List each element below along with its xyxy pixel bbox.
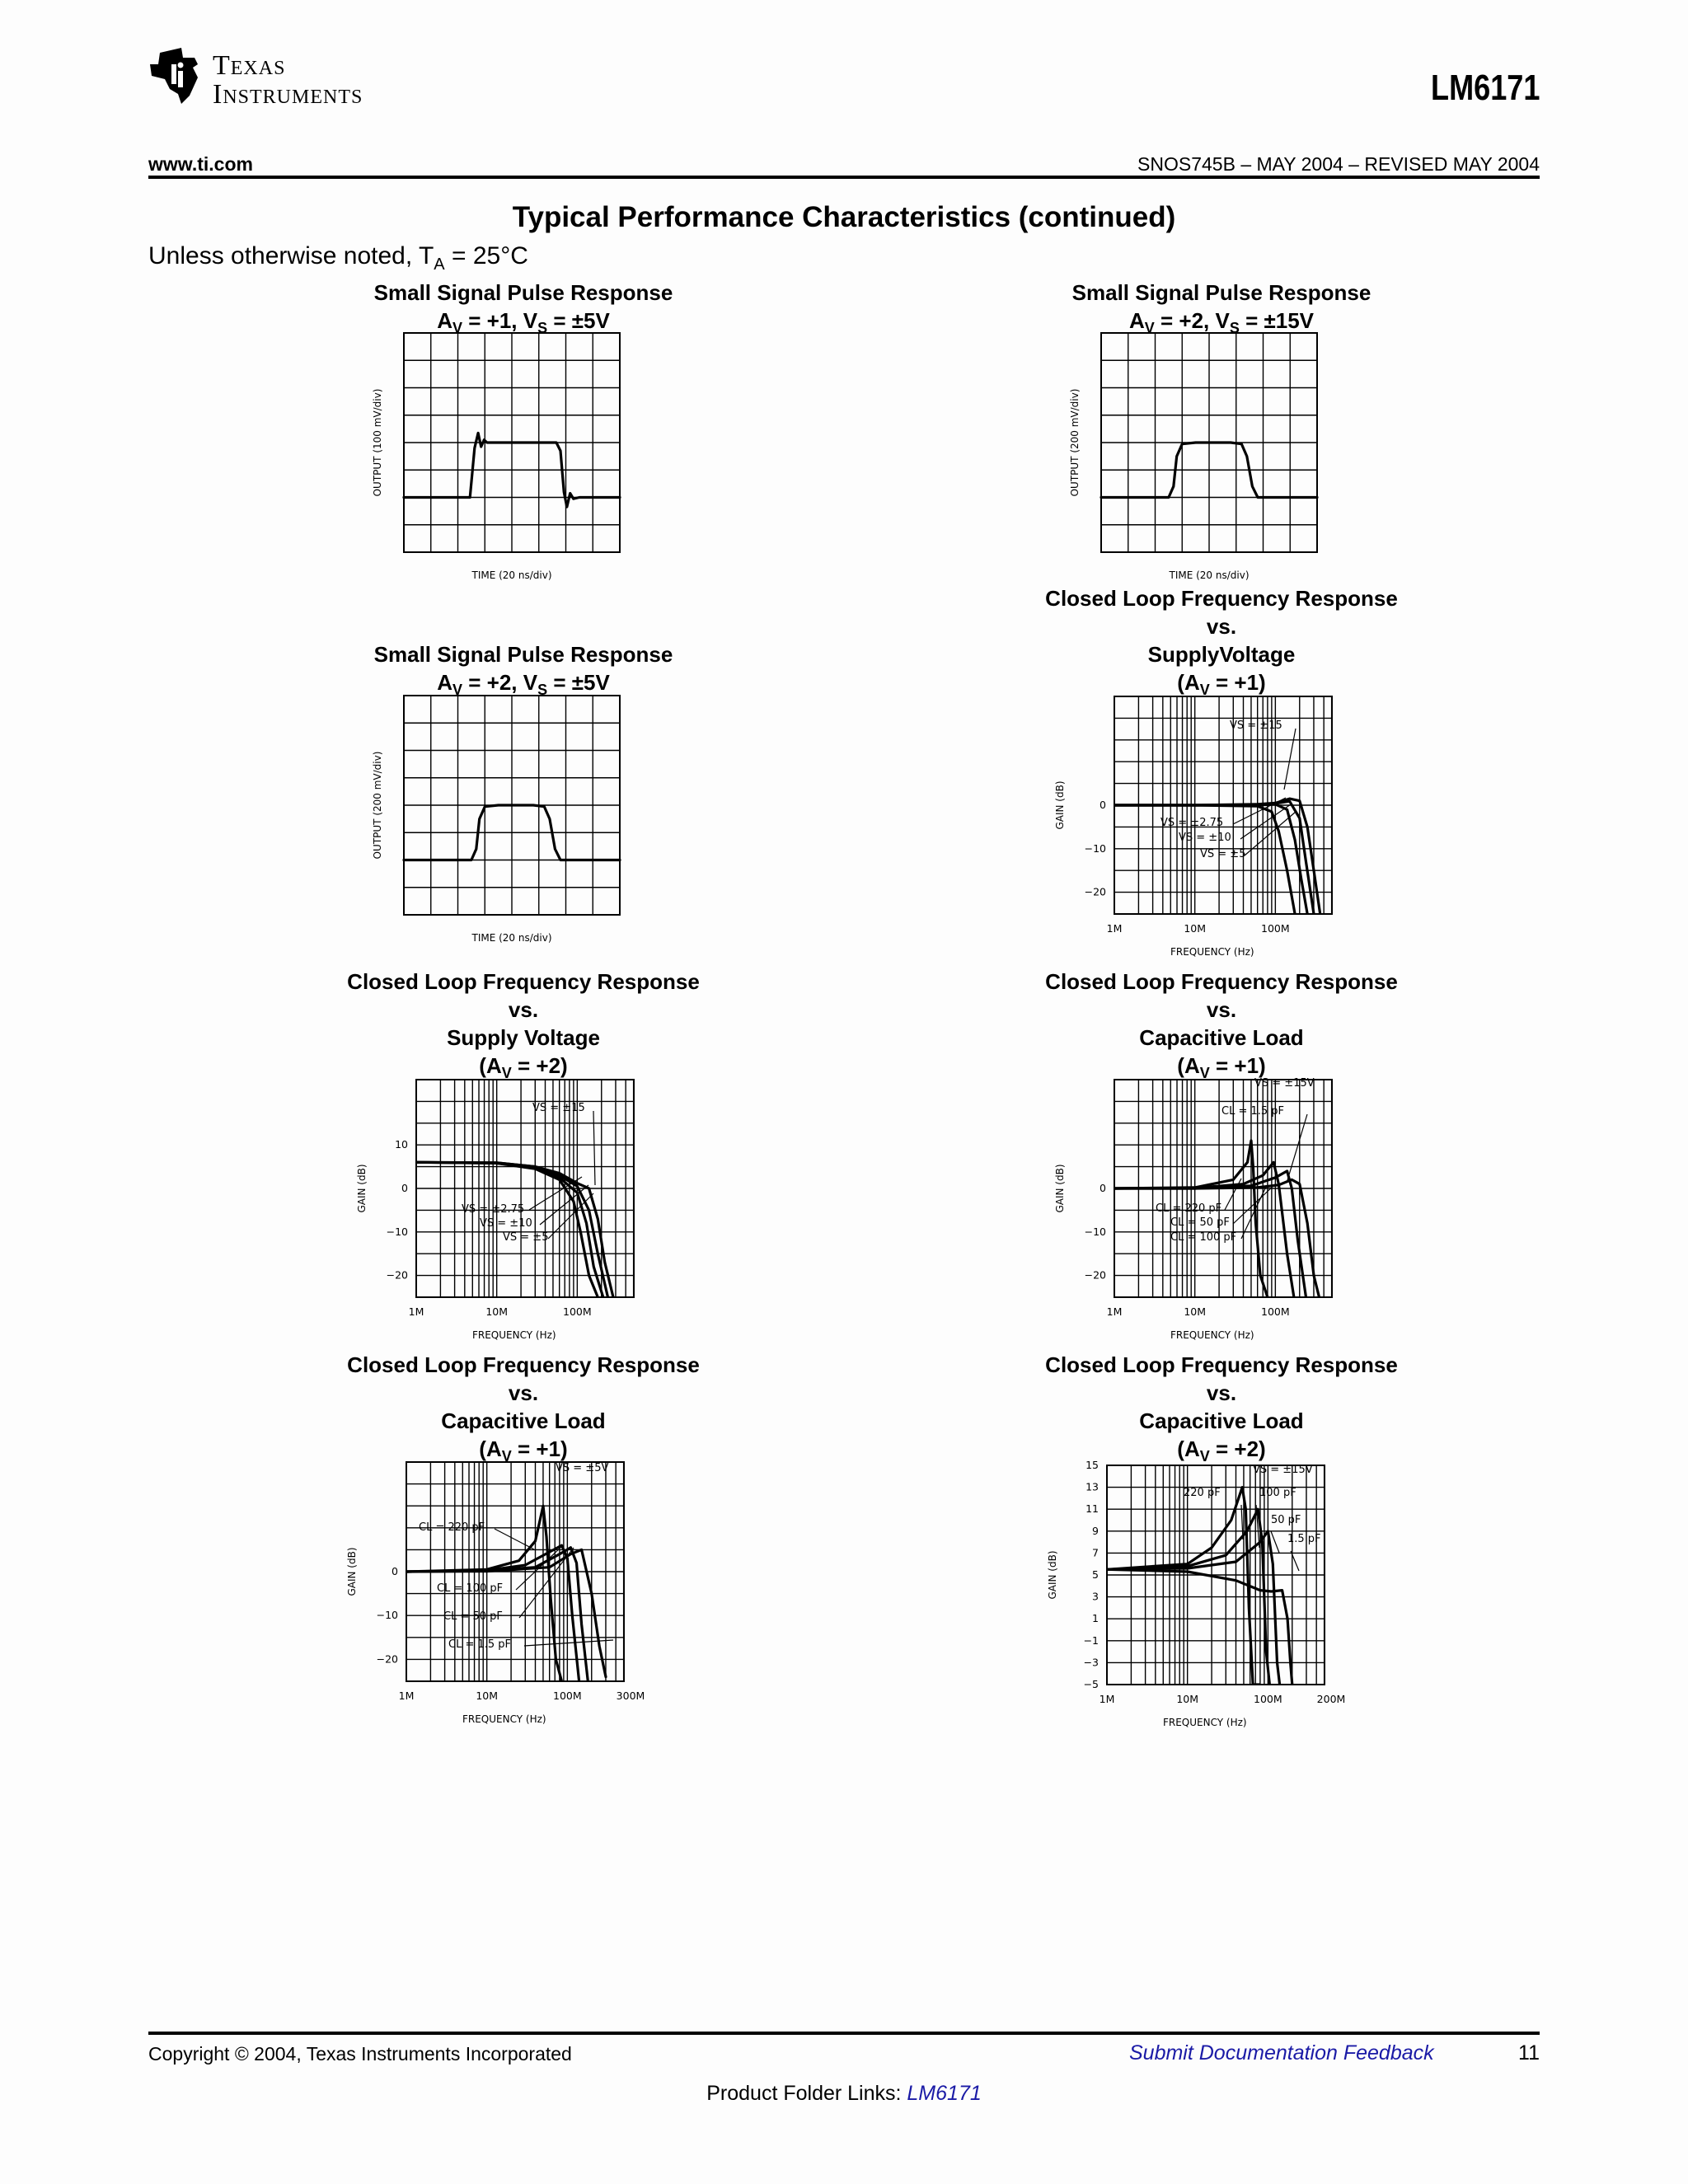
chart-condition — [276, 1435, 771, 1470]
annotation-leader — [1233, 1183, 1276, 1224]
x-tick-label: 100M — [1254, 1693, 1282, 1705]
chart-title-line: SupplyVoltage — [1147, 642, 1296, 667]
chart-annotation: VS = ±10 — [1179, 832, 1231, 844]
condition-part: (A — [1177, 670, 1200, 695]
chart-annotation: CL = 100 pF — [437, 1582, 504, 1595]
series-line — [1114, 805, 1295, 914]
series-line — [1114, 801, 1314, 914]
chart-annotation: VS = ±5 — [1200, 848, 1246, 860]
y-tick-label: −10 — [1084, 841, 1106, 855]
condition-part: = +2, V — [1154, 308, 1230, 333]
condition-part: = +2) — [511, 1053, 568, 1078]
grid — [406, 1462, 624, 1681]
y-axis-label: GAIN (dB) — [346, 1547, 358, 1596]
plot-frame — [1101, 333, 1317, 552]
y-tick-label: 3 — [1092, 1590, 1099, 1603]
grid — [1107, 1465, 1325, 1685]
chart-title-line: Small Signal Pulse Response — [1071, 280, 1372, 305]
x-tick-label: 1M — [1099, 1693, 1115, 1705]
condition-part: V — [501, 1448, 512, 1465]
chart-title-line: vs. — [508, 997, 539, 1022]
series-line — [1114, 1179, 1320, 1297]
y-tick-label: 5 — [1092, 1568, 1099, 1581]
chart-title-line: Closed Loop Frequency Response — [1045, 586, 1398, 611]
part-number: LM6171 — [1430, 68, 1540, 108]
annotation-leader — [1291, 1551, 1299, 1571]
y-tick-label: 0 — [401, 1182, 408, 1194]
series-line — [1114, 799, 1320, 914]
plot-frame — [416, 1080, 634, 1297]
plot-frame — [1107, 1465, 1325, 1685]
condition-part: = +1) — [1209, 670, 1266, 695]
chart-title-line: Closed Loop Frequency Response — [1045, 1352, 1398, 1377]
x-axis-label: FREQUENCY (Hz) — [471, 1329, 556, 1341]
section-title: Typical Performance Characteristics (continued) — [512, 201, 1176, 233]
y-axis-label: OUTPUT (200 mV/div) — [372, 751, 383, 860]
series-line — [406, 1549, 606, 1676]
y-tick-label: −20 — [1084, 1268, 1106, 1282]
chart-title-line: Capacitive Load — [441, 1408, 606, 1433]
annotation-leader — [593, 1111, 595, 1185]
annotation-leader — [1287, 1114, 1307, 1180]
chart-annotation: CL = 100 pF — [1170, 1231, 1237, 1244]
condition-part: V — [452, 682, 462, 699]
series-line — [416, 1162, 598, 1297]
chart-annotation: CL = 50 pF — [1170, 1216, 1230, 1229]
y-tick-label: −20 — [376, 1652, 398, 1666]
y-axis-label: OUTPUT (100 mV/div) — [372, 388, 383, 497]
chart-annotation: VS = ±15 — [532, 1102, 585, 1114]
y-tick-label: 10 — [395, 1138, 408, 1151]
x-axis-label: FREQUENCY (Hz) — [1162, 1717, 1247, 1728]
chart-title-line: Small Signal Pulse Response — [373, 642, 673, 667]
grid — [1101, 333, 1317, 552]
x-tick-label: 1M — [398, 1690, 415, 1702]
condition-part: V — [1199, 682, 1210, 699]
condition-part: V — [1144, 320, 1155, 337]
y-tick-label: −10 — [386, 1225, 408, 1238]
plot-frame — [404, 696, 620, 915]
series-line — [406, 1506, 562, 1681]
chart-annotation: VS = ±5V — [556, 1462, 609, 1474]
chart-condition — [974, 307, 1469, 342]
condition-part: = +1, V — [462, 308, 538, 333]
y-tick-label: −5 — [1083, 1678, 1099, 1690]
chart-title-line: Small Signal Pulse Response — [373, 280, 673, 305]
product-folder-label: Product Folder Links: — [706, 2082, 907, 2105]
website-link[interactable]: www.ti.com — [148, 153, 253, 175]
ti-logo-icon — [148, 46, 208, 105]
condition-part: V — [1199, 1065, 1210, 1082]
series-line — [404, 805, 620, 860]
condition-part: A — [1128, 308, 1145, 333]
annotation-leader — [1225, 1179, 1241, 1210]
grid — [1114, 1080, 1332, 1297]
annotation-leader — [1241, 1505, 1243, 1540]
x-axis-label: TIME (20 ns/div) — [471, 932, 552, 944]
condition-part: A — [437, 670, 452, 695]
chart-annotation: VS = ±5 — [503, 1231, 549, 1244]
y-axis-label: OUTPUT (200 mV/div) — [1069, 388, 1081, 497]
condition-part: = ±5V — [547, 670, 610, 695]
feedback-link[interactable]: Submit Documentation Feedback — [1129, 2041, 1434, 2064]
chart-title-line: Supply Voltage — [447, 1025, 600, 1050]
grid — [404, 696, 620, 915]
series-line — [406, 1545, 579, 1681]
y-tick-label: 11 — [1085, 1502, 1099, 1516]
series-line — [1114, 1141, 1268, 1297]
y-axis-label: GAIN (dB) — [356, 1164, 368, 1213]
note-prefix: Unless otherwise noted, T — [148, 242, 434, 269]
series-line — [1101, 443, 1317, 498]
chart-title-line: vs. — [1206, 1380, 1237, 1405]
chart-condition — [974, 1435, 1469, 1470]
chart-annotation: CL = 220 pF — [419, 1521, 485, 1534]
x-axis-label: FREQUENCY (Hz) — [1170, 946, 1254, 958]
series-line — [404, 433, 620, 507]
x-tick-label: 1M — [1106, 1305, 1123, 1318]
chart-condition — [276, 668, 771, 704]
chart-annotation: CL = 1.5 pF — [1221, 1105, 1285, 1118]
annotation-leader — [529, 1177, 582, 1210]
condition-part: S — [537, 320, 548, 337]
x-axis-label: TIME (20 ns/div) — [1169, 569, 1250, 581]
brand-line-1: Texas — [213, 50, 286, 81]
y-tick-label: 0 — [1100, 799, 1106, 811]
y-axis-label: GAIN (dB) — [1054, 780, 1066, 830]
condition-part: V — [452, 320, 462, 337]
brand-line-2: Instruments — [213, 79, 363, 110]
chart-title — [974, 584, 1469, 704]
series-line — [416, 1162, 613, 1297]
chart-title-line: vs. — [1206, 614, 1237, 639]
y-tick-label: 1 — [1092, 1612, 1099, 1625]
chart-condition — [276, 1052, 771, 1087]
x-axis-label: FREQUENCY (Hz) — [462, 1713, 546, 1725]
brand-wordmark — [213, 51, 363, 109]
y-tick-label: −20 — [1084, 885, 1106, 898]
document-id: SNOS745B – MAY 2004 – REVISED MAY 2004 — [1137, 153, 1540, 175]
chart-annotation: VS = ±2.75 — [462, 1203, 525, 1216]
chart-annotation: 100 pF — [1259, 1487, 1296, 1499]
condition-part: V — [1199, 1448, 1210, 1465]
x-tick-label: 10M — [476, 1690, 499, 1702]
annotation-leader — [1233, 798, 1286, 824]
annotation-leader — [1241, 1187, 1266, 1239]
x-tick-label: 300M — [616, 1690, 645, 1702]
series-line — [1107, 1531, 1280, 1685]
y-tick-label: 7 — [1092, 1546, 1099, 1559]
annotation-leader — [548, 1193, 593, 1239]
condition-part: S — [1229, 320, 1240, 337]
y-tick-label: −20 — [386, 1268, 408, 1282]
grid — [1114, 696, 1332, 914]
x-tick-label: 10M — [485, 1305, 509, 1318]
series-line — [406, 1548, 588, 1681]
annotation-leader — [1284, 729, 1296, 790]
y-tick-label: 15 — [1085, 1459, 1099, 1471]
chart-condition — [974, 668, 1469, 704]
x-tick-label: 10M — [1176, 1693, 1199, 1705]
annotation-leader — [516, 1546, 562, 1590]
chart-annotation: CL = 220 pF — [1156, 1202, 1222, 1215]
note-sub: A — [434, 255, 445, 274]
x-tick-label: 1M — [408, 1305, 424, 1318]
chart-title-line: Closed Loop Frequency Response — [347, 969, 700, 994]
copyright: Copyright © 2004, Texas Instruments Incorporated — [148, 2043, 572, 2064]
chart-title-line: Capacitive Load — [1139, 1025, 1304, 1050]
chart-title — [974, 279, 1469, 342]
chart-annotation: VS = ±15V — [1253, 1464, 1313, 1476]
condition-part: = ±15V — [1239, 308, 1315, 333]
series-line — [416, 1162, 608, 1297]
chart-title — [276, 1351, 771, 1470]
x-axis-label: FREQUENCY (Hz) — [1170, 1329, 1254, 1341]
x-tick-label: 100M — [1261, 1305, 1290, 1318]
chart-annotation: CL = 1.5 pF — [448, 1638, 512, 1651]
condition-part: (A — [479, 1053, 502, 1078]
annotation-leader — [540, 1185, 588, 1225]
chart-title — [974, 968, 1469, 1087]
x-tick-label: 1M — [1106, 922, 1123, 935]
chart-title — [276, 640, 771, 704]
condition-part: = +2) — [1209, 1436, 1266, 1461]
x-tick-label: 10M — [1184, 922, 1207, 935]
plot-frame — [1114, 1080, 1332, 1297]
annotation-leader — [1240, 804, 1291, 839]
y-tick-label: −10 — [376, 1609, 398, 1622]
footer-rule — [148, 2032, 1540, 2035]
chart-title-line: Capacitive Load — [1139, 1408, 1304, 1433]
annotation-leader — [524, 1640, 613, 1646]
condition-part: = +1) — [511, 1436, 568, 1461]
grid — [416, 1080, 634, 1297]
page-number: 11 — [1518, 2041, 1540, 2064]
chart-annotation: VS = ±10 — [480, 1217, 532, 1230]
annotation-leader — [1256, 1505, 1259, 1548]
chart-condition — [974, 1052, 1469, 1087]
x-tick-label: 100M — [563, 1305, 592, 1318]
condition-part: S — [537, 682, 548, 699]
chart-title — [276, 968, 771, 1087]
x-tick-label: 10M — [1184, 1305, 1207, 1318]
chart-title-line: vs. — [1206, 997, 1237, 1022]
y-axis-label: GAIN (dB) — [1047, 1550, 1058, 1600]
y-tick-label: 0 — [392, 1565, 398, 1577]
condition-part: (A — [1177, 1436, 1200, 1461]
product-folder-links — [0, 2082, 1688, 2106]
y-tick-label: −10 — [1084, 1225, 1106, 1238]
chart-condition — [276, 307, 771, 342]
annotation-leader — [519, 1548, 574, 1618]
chart-annotation: VS = ±15 — [1230, 719, 1282, 732]
x-tick-label: 100M — [553, 1690, 582, 1702]
header-rule — [148, 176, 1540, 179]
annotation-leader — [1271, 1531, 1279, 1553]
chart-annotation: 50 pF — [1271, 1514, 1301, 1526]
series-line — [1114, 1171, 1306, 1297]
condition-part: V — [501, 1065, 512, 1082]
chart-annotation: 1.5 pF — [1287, 1533, 1321, 1545]
plot-frame — [406, 1462, 624, 1681]
condition-part: = +2, V — [462, 670, 538, 695]
y-tick-label: 13 — [1085, 1480, 1099, 1493]
condition-part: (A — [1177, 1053, 1200, 1078]
product-folder-link[interactable]: LM6171 — [907, 2082, 982, 2105]
chart-title — [276, 279, 771, 342]
condition-part: = ±5V — [547, 308, 610, 333]
y-tick-label: 0 — [1100, 1182, 1106, 1194]
chart-annotation: 220 pF — [1184, 1487, 1221, 1499]
annotation-leader — [1245, 812, 1296, 855]
chart-title — [974, 1351, 1469, 1470]
chart-annotation: VS = ±2.75 — [1160, 817, 1224, 829]
x-tick-label: 100M — [1261, 922, 1290, 935]
chart-title-line: vs. — [508, 1380, 539, 1405]
series-line — [1114, 1162, 1294, 1297]
x-tick-label: 200M — [1316, 1693, 1346, 1705]
chart-title-line: Closed Loop Frequency Response — [1045, 969, 1398, 994]
series-line — [1107, 1569, 1292, 1685]
y-axis-label: GAIN (dB) — [1054, 1164, 1066, 1213]
grid — [404, 333, 620, 552]
y-tick-label: 9 — [1092, 1524, 1099, 1537]
series-line — [416, 1162, 603, 1297]
conditions-note — [148, 242, 528, 274]
series-line — [1107, 1488, 1259, 1685]
x-axis-label: TIME (20 ns/div) — [471, 569, 552, 581]
condition-part: A — [437, 308, 452, 333]
chart-annotation: VS = ±15V — [1254, 1077, 1315, 1090]
chart-title-line: Closed Loop Frequency Response — [347, 1352, 700, 1377]
plot-frame — [1114, 696, 1332, 914]
plot-frame — [404, 333, 620, 552]
chart-annotation: CL = 50 pF — [443, 1610, 503, 1623]
condition-part: = +1) — [1209, 1053, 1266, 1078]
y-tick-label: −3 — [1083, 1656, 1099, 1669]
note-suffix: = 25°C — [444, 242, 528, 269]
series-line — [1114, 804, 1307, 914]
condition-part: (A — [479, 1436, 502, 1461]
annotation-leader — [495, 1529, 534, 1549]
y-tick-label: −1 — [1083, 1633, 1099, 1647]
series-line — [1107, 1509, 1269, 1685]
